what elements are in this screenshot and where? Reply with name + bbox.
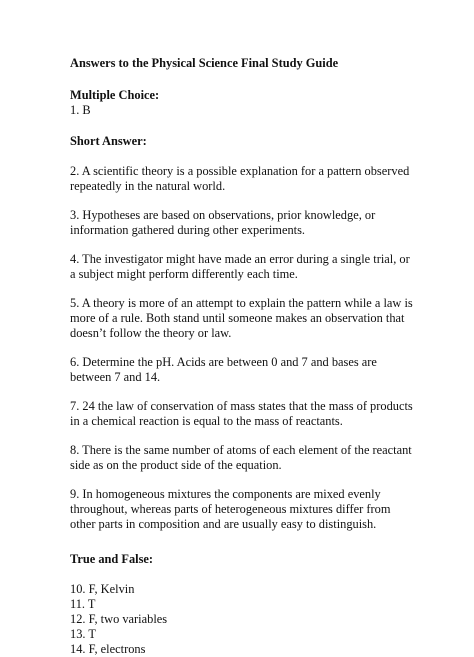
multiple-choice-answer: 1. B: [70, 103, 91, 117]
true-false-item-10: 10. F, Kelvin: [70, 582, 135, 596]
short-answer-item-7: 7. 24 the law of conservation of mass states that the mass of products in a chemical reaction is equal to the mass of reactants.: [70, 399, 413, 428]
true-false-heading: True and False:: [70, 552, 154, 566]
short-answer-item-8: 8. There is the same number of atoms of each element of the reactant side as on the product side of the equation.: [70, 443, 412, 472]
short-answer-item-9: 9. In homogeneous mixtures the components are mixed evenly throughout, whereas parts of heterogeneous mixtures differ from other parts in composition and are usually easy to distinguish.: [70, 487, 391, 531]
true-false-item-13: 13. T: [70, 627, 96, 641]
true-false-list: [70, 582, 415, 657]
short-answer-item-2: 2. A scientific theory is a possible explanation for a pattern observed repeatedly in the natural world.: [70, 164, 410, 193]
short-answer-heading: Short Answer:: [70, 134, 147, 148]
short-answer-item-4: 4. The investigator might have made an error during a single trial, or a subject might perform differently each time.: [70, 252, 410, 281]
short-answer-item-6: 6. Determine the pH. Acids are between 0 and 7 and bases are between 7 and 14.: [70, 355, 377, 384]
short-answer-list: [70, 164, 415, 532]
multiple-choice-heading: Multiple Choice:: [70, 88, 160, 102]
document-content: [70, 56, 415, 657]
document-title: Answers to the Physical Science Final Study Guide: [70, 56, 339, 70]
true-false-item-11: 11. T: [70, 597, 96, 611]
true-false-item-12: 12. F, two variables: [70, 612, 168, 626]
true-false-item-14: 14. F, electrons: [70, 642, 146, 656]
multiple-choice-list: [70, 103, 415, 118]
short-answer-item-5: 5. A theory is more of an attempt to explain the pattern while a law is more of a rule. Both stand until someone makes an observation that doesn’t follow the theory or law.: [70, 296, 413, 340]
short-answer-item-3: 3. Hypotheses are based on observations, prior knowledge, or information gathered during other experiments.: [70, 208, 376, 237]
